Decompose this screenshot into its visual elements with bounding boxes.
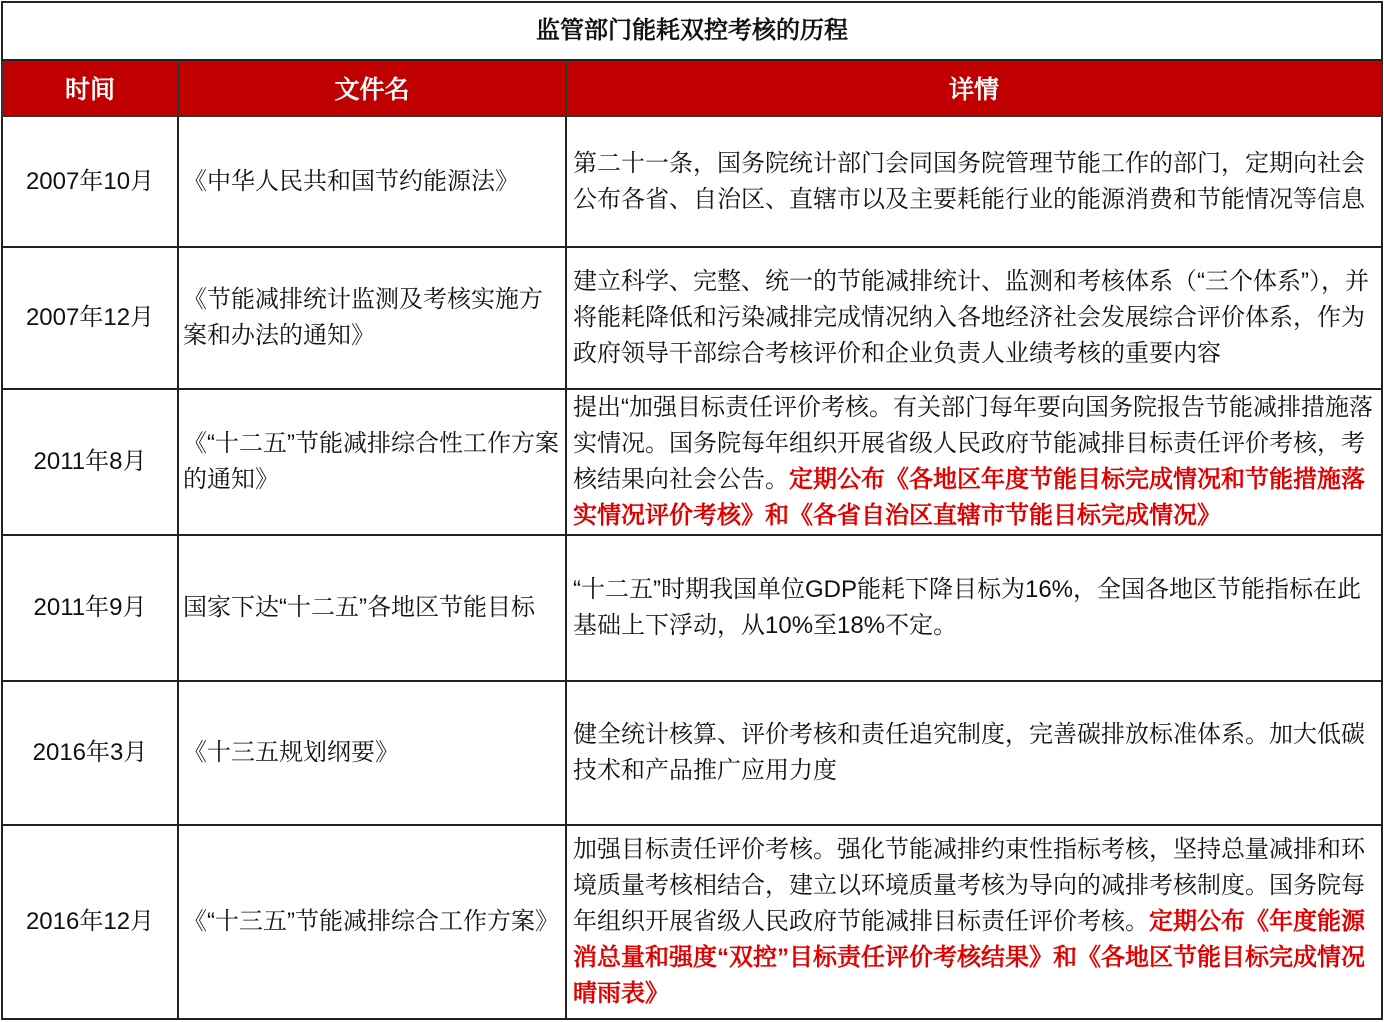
detail-cell [566, 825, 1382, 1019]
detail-cell [566, 389, 1382, 535]
time-cell: 2016年3月 [2, 681, 178, 825]
detail-text: 健全统计核算、评价考核和责任追究制度，完善碳排放标准体系。加大低碳技术和产品推广应用力度 [573, 721, 1365, 784]
document-cell: 《中华人民共和国节约能源法》 [178, 116, 566, 247]
detail-text: 提出“加强目标责任评价考核。有关部门每年要向国务院报告节能减排措施落实情况。国务院每年组织开展省级人民政府节能减排目标责任评价考核，考核结果向社会公告。 [573, 394, 1373, 493]
time-cell: 2011年9月 [2, 535, 178, 681]
highlighted-text: 定期公布《年度能源消总量和强度“双控”目标责任评价考核结果》和《各地区节能目标完成情况晴雨表》 [573, 908, 1365, 1007]
header-details: 详情 [566, 60, 1382, 116]
table-row [2, 535, 1382, 681]
detail-cell [566, 116, 1382, 247]
document-cell: 国家下达“十二五”各地区节能目标 [178, 535, 566, 681]
time-cell: 2011年8月 [2, 389, 178, 535]
time-cell: 2007年12月 [2, 247, 178, 389]
detail-cell [566, 681, 1382, 825]
table-row [2, 116, 1382, 247]
detail-cell [566, 247, 1382, 389]
table-row [2, 825, 1382, 1019]
document-cell: 《十三五规划纲要》 [178, 681, 566, 825]
header-document: 文件名 [178, 60, 566, 116]
time-cell: 2016年12月 [2, 825, 178, 1019]
document-cell: 《“十二五”节能减排综合性工作方案的通知》 [178, 389, 566, 535]
energy-control-history-table [1, 1, 1383, 1020]
detail-text: “十二五”时期我国单位GDP能耗下降目标为16%，全国各地区节能指标在此基础上下浮动，从10%至18%不定。 [573, 576, 1362, 639]
table-row [2, 247, 1382, 389]
detail-text: 建立科学、完整、统一的节能减排统计、监测和考核体系（“三个体系”），并将能耗降低和污染减排完成情况纳入各地经济社会发展综合评价体系，作为政府领导干部综合考核评价和企业负责人业绩考核的重要内容 [573, 268, 1369, 367]
detail-cell [566, 535, 1382, 681]
table-row [2, 681, 1382, 825]
document-cell: 《“十三五”节能减排综合工作方案》 [178, 825, 566, 1019]
detail-text: 第二十一条，国务院统计部门会同国务院管理节能工作的部门，定期向社会公布各省、自治区、直辖市以及主要耗能行业的能源消费和节能情况等信息 [573, 149, 1365, 213]
table-title: 监管部门能耗双控考核的历程 [2, 2, 1382, 60]
table-row [2, 389, 1382, 535]
highlighted-text: 定期公布《各地区年度节能目标完成情况和节能措施落实情况评价考核》和《各省自治区直辖市节能目标完成情况》 [573, 466, 1365, 529]
time-cell: 2007年10月 [2, 116, 178, 247]
document-cell: 《节能减排统计监测及考核实施方案和办法的通知》 [178, 247, 566, 389]
detail-text: 加强目标责任评价考核。强化节能减排约束性指标考核，坚持总量减排和环境质量考核相结合，建立以环境质量考核为导向的减排考核制度。国务院每年组织开展省级人民政府节能减排目标责任评价考核。 [573, 836, 1365, 935]
header-time: 时间 [2, 60, 178, 116]
